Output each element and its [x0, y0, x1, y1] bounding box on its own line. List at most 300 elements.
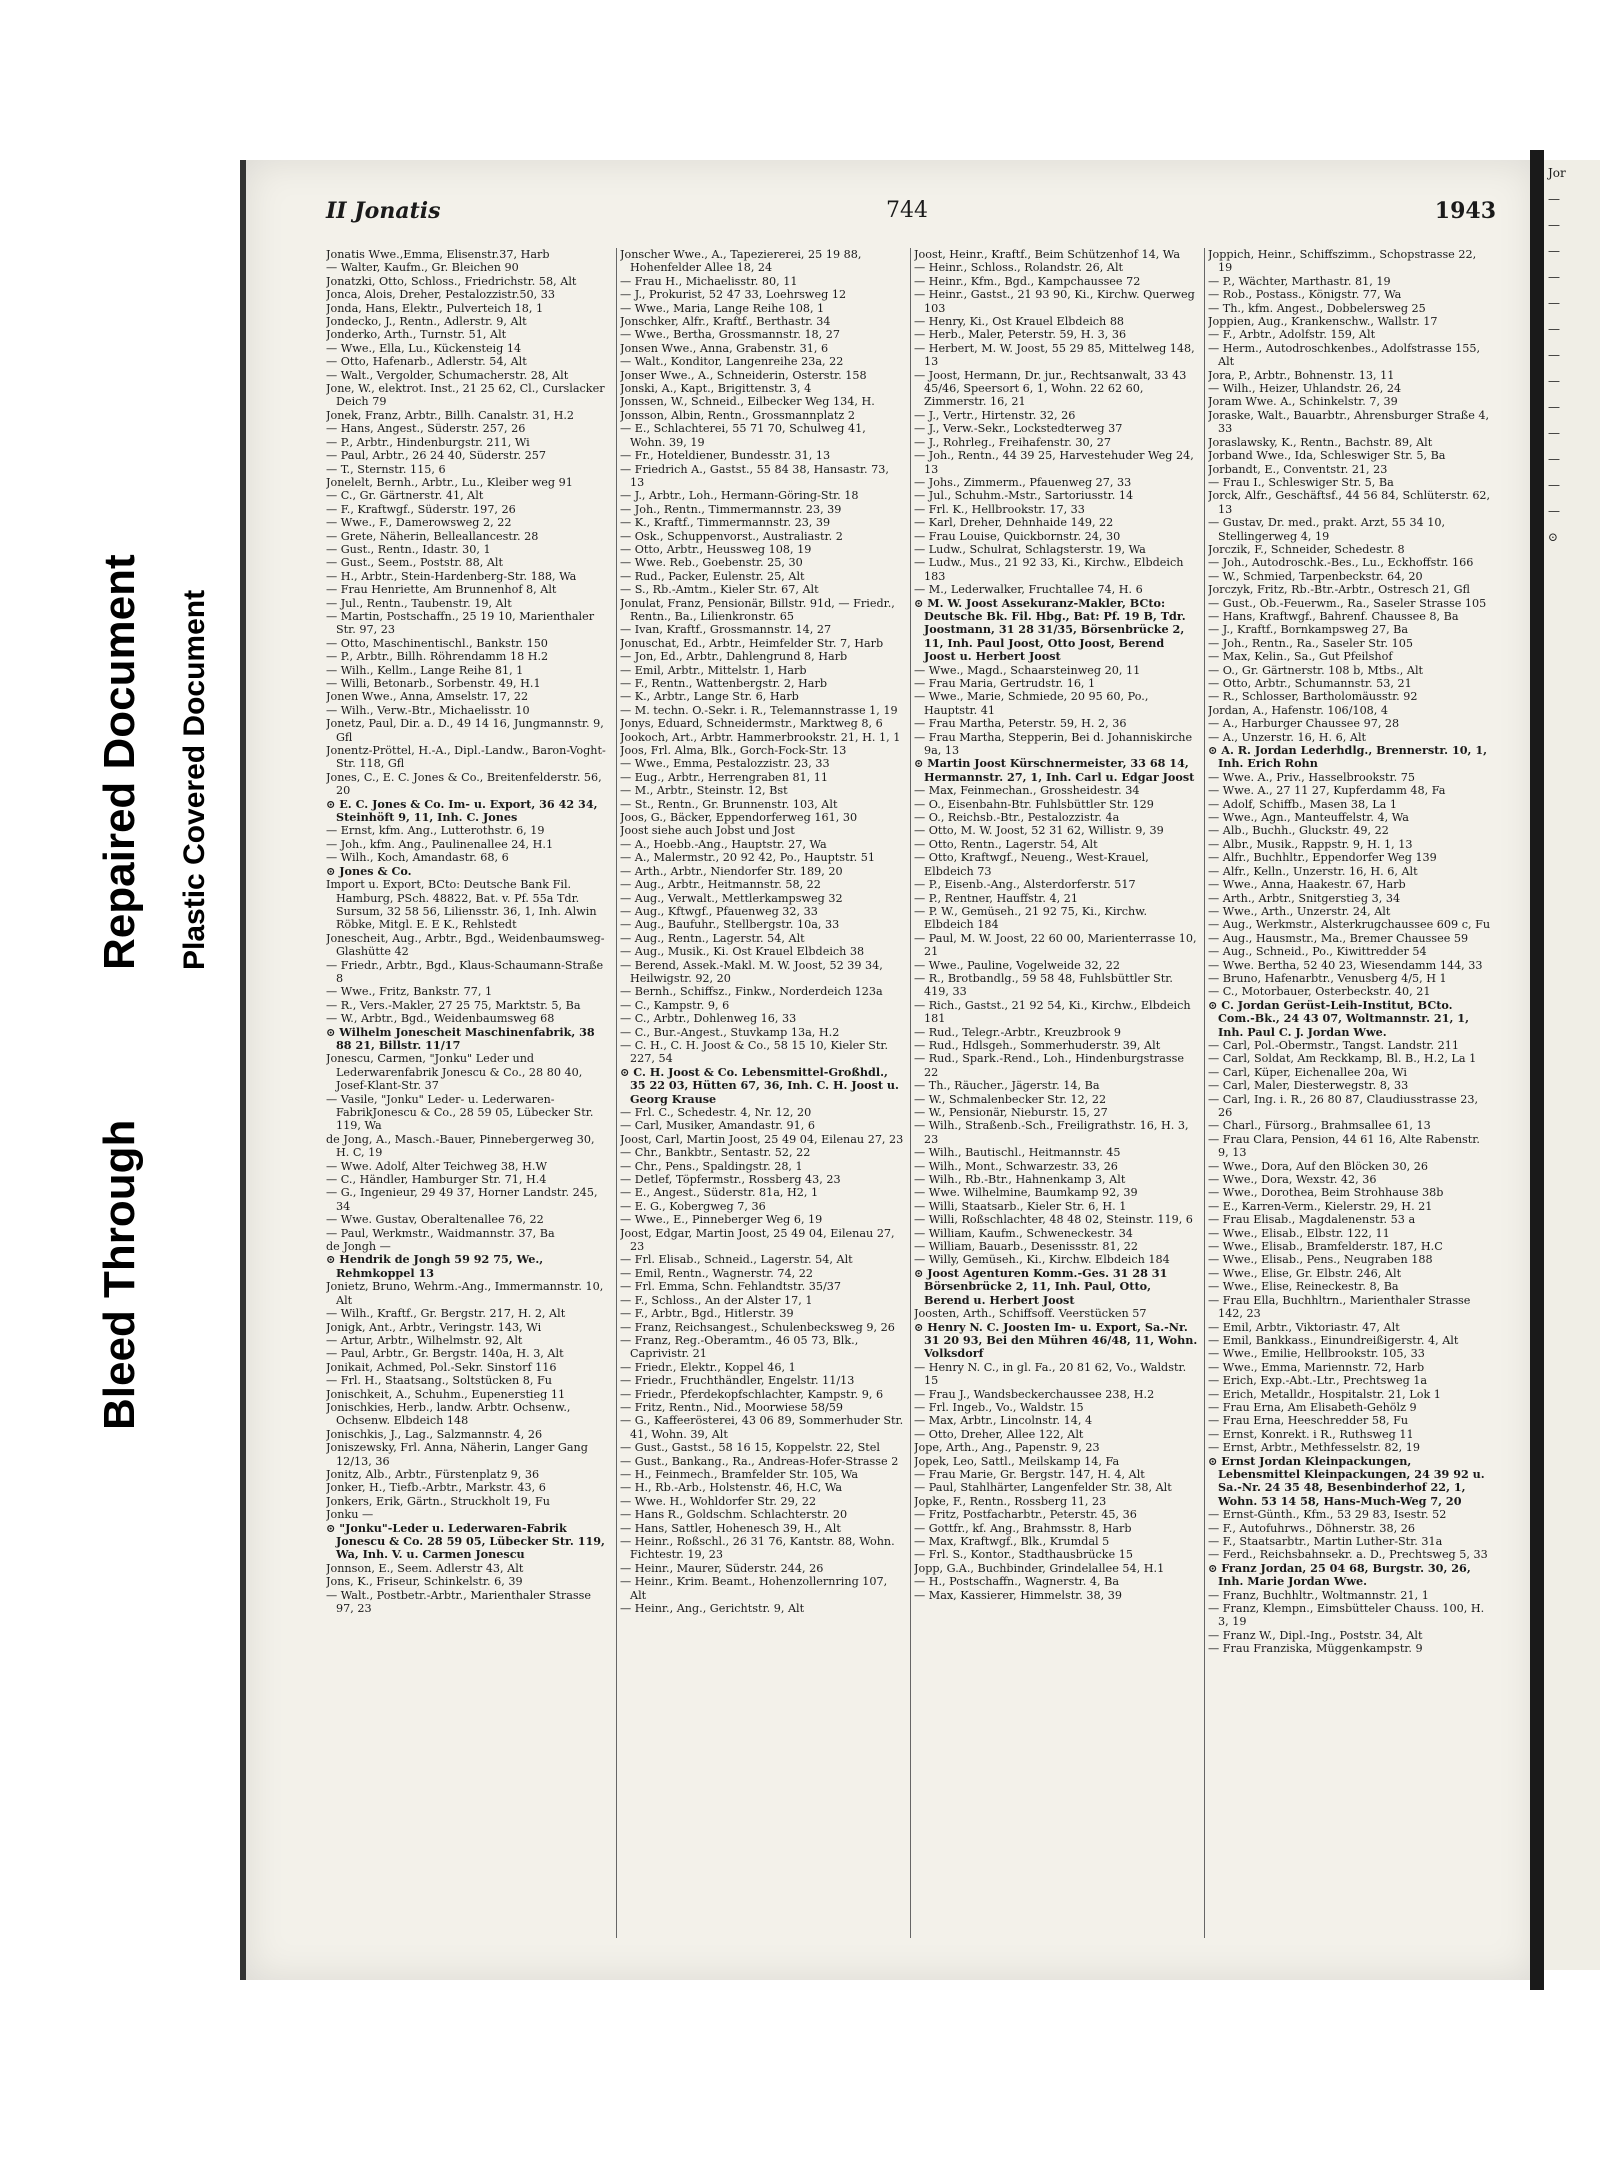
directory-entry: — Otto, Maschinentischl., Bankstr. 150 [326, 636, 548, 650]
directory-entry: — Otto, M. W. Joost, 52 31 62, Willistr. 9, 39 [914, 824, 1164, 838]
directory-entry: — Joh., kfm. Ang., Paulinenallee 24, H.1 [326, 837, 554, 851]
directory-entry: — Herbert, M. W. Joost, 55 29 85, Mittelweg 148, 13 [914, 341, 1195, 369]
directory-entry: — Herb., Maler, Peterstr. 59, H. 3, 36 [914, 328, 1127, 342]
directory-entry: — J., Prokurist, 52 47 33, Loehrsweg 12 [620, 288, 847, 302]
directory-entry: ⊙ "Jonku"-Leder u. Lederwaren-Fabrik Jonescu & Co. 28 59 05, Lübecker Str. 119, Wa, Inh. V. u. Carmen Jonescu [326, 1520, 605, 1562]
directory-entry: — C., Bur.-Angest., Stuvkamp 13a, H.2 [620, 1025, 840, 1039]
directory-entry: — Friedrich A., Gastst., 55 84 38, Hansastr. 73, 13 [620, 462, 889, 489]
directory-entry: — E., Karren-Verm., Kielerstr. 29, H. 21 [1208, 1199, 1433, 1213]
directory-entry: Jonsson, Albin, Rentn., Grossmannplatz 2 [620, 408, 855, 422]
directory-entry: — Gust., Ob.-Feuerwm., Ra., Saseler Strasse 105 [1208, 596, 1487, 610]
directory-entry: Jonescu, Carmen, "Jonku" Leder und Lederwarenfabrik Jonescu & Co., 28 80 40, Josef-Klant-Str. 37 [326, 1052, 583, 1093]
directory-entry: — Ernst, kfm. Ang., Lutterothstr. 6, 19 [326, 824, 545, 838]
directory-entry: — Paul, M. W. Joost, 22 60 00, Marienterrasse 10, 21 [914, 931, 1197, 959]
header-section: II Jonatis [326, 198, 441, 224]
directory-entry: — E., Schlachterei, 55 71 70, Schulweg 41, Wohn. 39, 19 [620, 422, 866, 449]
next-page-text: — [1548, 348, 1560, 362]
directory-entry: Jonkers, Erik, Gärtn., Struckholt 19, Fu [326, 1494, 550, 1508]
directory-entry: — Walter, Kaufm., Gr. Bleichen 90 [326, 261, 519, 275]
directory-entry: — Joost, Hermann, Dr. jur., Rechtsanwalt, 33 43 45/46, Speersort 6, 1, Wohn. 22 62 60, Zimmerstr. 16, 21 [914, 368, 1187, 409]
directory-entry: Joost, Edgar, Martin Joost, 25 49 04, Eilenau 27, 23 [620, 1226, 895, 1254]
directory-column-2 [620, 248, 904, 1948]
directory-entry: — Frl. Ingeb., Vo., Waldstr. 15 [914, 1400, 1084, 1414]
directory-entry: Jonsen Wwe., Anna, Grabenstr. 31, 6 [620, 341, 829, 355]
directory-entry: — Erich, Metalldr., Hospitalstr. 21, Lok 1 [1208, 1387, 1441, 1401]
directory-entry: — Karl, Dreher, Dehnhaide 149, 22 [914, 516, 1114, 530]
directory-entry: — Ivan, Kraftf., Grossmannstr. 14, 27 [620, 623, 832, 637]
directory-entry: — Wilh., Verw.-Btr., Michaelisstr. 10 [326, 703, 530, 717]
directory-entry: Jonca, Alois, Dreher, Pestalozzistr.50, 33 [326, 288, 556, 302]
next-page-text: — [1548, 296, 1560, 310]
directory-entry: Jonda, Hans, Elektr., Pulverteich 18, 1 [326, 301, 544, 315]
directory-entry: — C., Händler, Hamburger Str. 71, H.4 [326, 1173, 547, 1187]
directory-entry: ⊙ C. H. Joost & Co. Lebensmittel-Großhdl., 35 22 03, Hütten 67, 36, Inh. C. H. Joost u. Georg Krause [620, 1064, 899, 1106]
directory-entry: ⊙ M. W. Joost Assekuranz-Makler, BCto: Deutsche Bk. Fil. Hbg., Bat: Pf. 19 B, Tdr. Joostmann, 31 28 31/35, Börsenbrücke 2, 11, Inh. Paul Joost, Otto Joost, Berend Joost u. Herbert Joost [914, 595, 1186, 664]
directory-entry: — Rob., Postass., Königstr. 77, Wa [1208, 288, 1402, 302]
directory-entry: Jonigk, Ant., Arbtr., Veringstr. 143, Wi [326, 1320, 542, 1334]
directory-entry: — Wwe., Pauline, Vogelweide 32, 22 [914, 958, 1120, 972]
directory-entry: — Willy, Gemüseh., Ki., Kirchw. Elbdeich 184 [914, 1253, 1170, 1267]
directory-column-1 [326, 248, 610, 1948]
directory-entry: Jonssen, W., Schneid., Eilbecker Weg 134, H. [620, 395, 875, 409]
directory-entry: Jora, P., Arbtr., Bohnenstr. 13, 11 [1208, 368, 1395, 382]
directory-entry: — Wwe., Arth., Unzerstr. 24, Alt [1208, 904, 1391, 918]
directory-entry: — Ernst, Konrekt. i R., Ruthsweg 11 [1208, 1427, 1414, 1441]
directory-entry: — Otto, Kraftwgf., Neueng., West-Krauel, Elbdeich 73 [914, 851, 1149, 878]
directory-entry: — Heinr., Ang., Gerichtstr. 9, Alt [620, 1602, 805, 1616]
directory-entry: — Friedr., Fruchthändler, Engelstr. 11/13 [620, 1374, 855, 1388]
directory-entry: — A., Malermstr., 20 92 42, Po., Hauptstr. 51 [620, 851, 875, 865]
directory-entry: Jones, C., E. C. Jones & Co., Breitenfelderstr. 56, 20 [326, 770, 602, 798]
directory-entry: — Franz, Reg.-Oberamtm., 46 05 73, Blk., Caprivistr. 21 [620, 1333, 859, 1361]
directory-entry: — Frau J., Wandsbeckerchaussee 238, H.2 [914, 1387, 1155, 1401]
directory-entry: ⊙ Wilhelm Jonescheit Maschinenfabrik, 38 88 21, Billstr. 11/17 [326, 1024, 595, 1052]
directory-entry: ⊙ Martin Joost Kürschnermeister, 33 68 14, Hermannstr. 27, 1, Inh. Carl u. Edgar Joost [914, 756, 1195, 784]
directory-entry: — Th., Räucher., Jägerstr. 14, Ba [914, 1079, 1100, 1093]
directory-entry: — Heinr., Kfm., Bgd., Kampchaussee 72 [914, 274, 1141, 288]
directory-entry: Jons, K., Friseur, Schinkelstr. 6, 39 [326, 1575, 523, 1589]
directory-entry: — Frau Clara, Pension, 44 61 16, Alte Rabenstr. 9, 13 [1208, 1132, 1480, 1160]
directory-entry: — R., Vers.-Makler, 27 25 75, Marktstr. 5, Ba [326, 998, 581, 1012]
directory-entry: Jonulat, Franz, Pensionär, Billstr. 91d, — Friedr., Rentn., Ba., Lilienkronstr. 65 [620, 596, 895, 623]
directory-entry: — Otto, Hafenarb., Adlerstr. 54, Alt [326, 355, 527, 369]
directory-entry: — P., Arbtr., Hindenburgstr. 211, Wi [326, 435, 530, 449]
directory-entry: — Wwe., Elise, Reineckestr. 8, Ba [1208, 1280, 1399, 1294]
directory-entry: — Wwe., Elisab., Bramfelderstr. 187, H.C [1208, 1240, 1443, 1254]
directory-entry: — Heinr., Schloss., Rolandstr. 26, Alt [914, 261, 1124, 275]
directory-entry: — J., Arbtr., Loh., Hermann-Göring-Str. 18 [620, 489, 859, 503]
directory-entry: — Wwe., Bertha, Grossmannstr. 18, 27 [620, 328, 841, 342]
directory-entry: — Frau Elisab., Magdalenenstr. 53 a [1208, 1213, 1416, 1227]
next-page-text: — [1548, 270, 1560, 284]
directory-entry: — Aug., Schneid., Po., Kiwittredder 54 [1208, 945, 1427, 959]
directory-entry: ⊙ Jones & Co. [326, 863, 412, 878]
next-page-text: — [1548, 478, 1560, 492]
next-page-text: ⊙ [1548, 530, 1559, 544]
directory-entry: Joppich, Heinr., Schiffszimm., Schopstrasse 22, 19 [1208, 248, 1477, 275]
directory-entry: Jonetz, Paul, Dir. a. D., 49 14 16, Jungmannstr. 9, Gfl [326, 717, 604, 744]
directory-entry: — Wwe., F., Damerowsweg 2, 22 [326, 516, 512, 530]
directory-entry: — Frau Ella, Buchhltrn., Marienthaler Strasse 142, 23 [1208, 1293, 1471, 1321]
directory-entry: ⊙ Franz Jordan, 25 04 68, Burgstr. 30, 26, Inh. Marie Jordan Wwe. [1208, 1560, 1471, 1589]
directory-entry: — Vasile, "Jonku" Leder- u. Lederwaren-FabrikJonescu & Co., 28 59 05, Lübecker Str. 119, Wa [326, 1092, 594, 1133]
directory-entry: — Chr., Bankbtr., Sentastr. 52, 22 [620, 1146, 811, 1160]
directory-entry: Jone, W., elektrot. Inst., 21 25 62, Cl., Curslacker Deich 79 [326, 382, 605, 409]
directory-entry: — Max, Arbtr., Lincolnstr. 14, 4 [914, 1414, 1093, 1428]
directory-entry: — Chr., Pens., Spaldingstr. 28, 1 [620, 1159, 803, 1173]
directory-entry: — Emil, Rentn., Wagnerstr. 74, 22 [620, 1266, 813, 1280]
directory-entry: Jonischkies, Herb., landw. Arbtr. Ochsenw., Ochsenw. Elbdeich 148 [326, 1400, 571, 1428]
directory-entry: — Alfr., Kelln., Unzerstr. 16, H. 6, Alt [1208, 864, 1418, 878]
directory-entry: — Frl. Emma, Schn. Fehlandtstr. 35/37 [620, 1280, 841, 1294]
directory-entry: — F., Autofuhrws., Döhnerstr. 38, 26 [1208, 1521, 1415, 1535]
directory-entry: — J., Kraftf., Bornkampsweg 27, Ba [1208, 623, 1409, 637]
directory-entry: — Heinr., Gastst., 21 93 90, Ki., Kirchw. Querweg 103 [914, 288, 1195, 315]
directory-entry: Jonys, Eduard, Schneidermstr., Marktweg 8, 6 [620, 717, 883, 731]
directory-entry: — Bruno, Hafenarbtr., Venusberg 4/5, H 1 [1208, 971, 1447, 985]
next-page-text: — [1548, 322, 1560, 336]
directory-column-4 [1208, 248, 1492, 1948]
directory-entry: — Gust., Bankang., Ra., Andreas-Hofer-Strasse 2 [620, 1454, 899, 1468]
directory-entry: — Frl. H., Staatsang., Soltstücken 8, Fu [326, 1374, 552, 1388]
directory-entry: — Wwe. Adolf, Alter Teichweg 38, H.W [326, 1159, 547, 1173]
directory-entry: — Max, Kraftwgf., Blk., Krumdal 5 [914, 1535, 1110, 1548]
directory-entry: — C., Kampstr. 9, 6 [620, 998, 730, 1012]
directory-entry: — P., Wächter, Marthastr. 81, 19 [1208, 274, 1391, 288]
directory-entry: — Wwe., Emilie, Hellbrookstr. 105, 33 [1208, 1347, 1425, 1361]
directory-entry: Jopke, F., Rentn., Rossberg 11, 23 [914, 1494, 1107, 1508]
directory-entry: — Wwe. Reb., Goebenstr. 25, 30 [620, 556, 803, 570]
directory-entry: Jordan, A., Hafenstr. 106/108, 4 [1208, 703, 1389, 717]
directory-entry: — Frau Marie, Gr. Bergstr. 147, H. 4, Alt [914, 1467, 1145, 1481]
directory-entry: — Carl, Musiker, Amandastr. 91, 6 [620, 1119, 815, 1133]
directory-entry: — Aug., Baufuhr., Stellbergstr. 10a, 33 [620, 918, 840, 932]
directory-entry: Jonentz-Pröttel, H.-A., Dipl.-Landw., Baron-Voght-Str. 118, Gfl [326, 744, 606, 771]
directory-entry: — Paul, Arbtr., 26 24 40, Süderstr. 257 [326, 449, 546, 463]
directory-entry: — Walt., Vergolder, Schumacherstr. 28, Alt [326, 368, 569, 382]
directory-entry: — Frau Erna, Am Elisabeth-Gehölz 9 [1208, 1400, 1417, 1414]
directory-entry: — Franz W., Dipl.-Ing., Poststr. 34, Alt [1208, 1628, 1423, 1642]
directory-entry: — Rud., Telegr.-Arbtr., Kreuzbrook 9 [914, 1025, 1121, 1039]
directory-entry: — Otto, Arbtr., Heussweg 108, 19 [620, 542, 812, 556]
directory-page [240, 160, 1536, 1980]
directory-entry: — S., Rb.-Amtm., Kieler Str. 67, Alt [620, 583, 819, 597]
directory-entry: — Wwe., Dorothea, Beim Strohhause 38b [1208, 1186, 1444, 1200]
directory-entry: — Otto, Dreher, Allee 122, Alt [914, 1427, 1084, 1441]
directory-entry: Joraske, Walt., Bauarbtr., Ahrensburger Straße 4, 33 [1208, 408, 1490, 436]
directory-entry: Jonatis Wwe.,Emma, Elisenstr.37, Harb [326, 248, 550, 261]
directory-entry: — Frau I., Schleswiger Str. 5, Ba [1208, 475, 1394, 489]
directory-entry: — P. W., Gemüseh., 21 92 75, Ki., Kirchw. Elbdeich 184 [914, 904, 1148, 932]
directory-entry: — Wwe., Elisab., Elbstr. 122, 11 [1208, 1226, 1390, 1240]
directory-entry: — Ludw., Mus., 21 92 33, Ki., Kirchw., Elbdeich 183 [914, 556, 1184, 583]
directory-entry: Jorczik, F., Schneider, Schedestr. 8 [1208, 542, 1405, 556]
directory-entry: — Gust., Seem., Poststr. 88, Alt [326, 556, 503, 570]
directory-entry: — Berend, Assek.-Makl. M. W. Joost, 52 39 34, Heilwigstr. 92, 20 [620, 958, 883, 985]
directory-entry: — Bernh., Schiffsz., Finkw., Norderdeich 123a [620, 985, 883, 999]
directory-entry: Jopek, Leo, Sattl., Meilskamp 14, Fa [914, 1454, 1120, 1468]
directory-entry: — Heinr., Maurer, Süderstr. 244, 26 [620, 1561, 824, 1575]
directory-entry: — Friedr., Elektr., Koppel 46, 1 [620, 1360, 796, 1374]
page-number: 744 [886, 198, 928, 223]
directory-entry: — C., Gr. Gärtnerstr. 41, Alt [326, 489, 484, 503]
directory-entry: Jonelelt, Bernh., Arbtr., Lu., Kleiber weg 91 [326, 475, 573, 489]
next-page-text: — [1548, 400, 1560, 414]
directory-entry: — Joh., Rentn., Timmermannstr. 23, 39 [620, 502, 842, 516]
directory-entry: — Emil, Arbtr., Mittelstr. 1, Harb [620, 663, 807, 677]
directory-entry: — H., Rb.-Arb., Holstenstr. 46, H.C, Wa [620, 1481, 843, 1495]
directory-entry: — Paul, Stahlhärter, Langenfelder Str. 38, Alt [914, 1481, 1172, 1495]
directory-entry: — J., Verw.-Sekr., Lockstedterweg 37 [914, 422, 1123, 436]
directory-entry: — G., Kaffeerösterei, 43 06 89, Sommerhuder Str. 41, Wohn. 39, Alt [620, 1414, 904, 1441]
directory-entry: — W., Schmalenbecker Str. 12, 22 [914, 1092, 1107, 1106]
directory-entry: — Wilh., Kraftf., Gr. Bergstr. 217, H. 2, Alt [326, 1307, 566, 1321]
directory-entry: — Carl, Küper, Eichenallee 20a, Wi [1208, 1065, 1407, 1079]
directory-entry: Jorbandt, E., Conventstr. 21, 23 [1208, 462, 1388, 476]
directory-entry: ⊙ E. C. Jones & Co. Im- u. Export, 36 42 34, Steinhöft 9, 11, Inh. C. Jones [326, 796, 598, 825]
directory-entry: — Johs., Zimmerm., Pfauenweg 27, 33 [914, 475, 1132, 489]
directory-entry: Jonku — [326, 1508, 374, 1522]
directory-entry: — Aug., Werkmstr., Alsterkrugchaussee 609 c, Fu [1208, 918, 1491, 932]
directory-entry: — Max, Feinmechan., Grossheidestr. 34 [914, 784, 1140, 798]
directory-entry: — Hans R., Goldschm. Schlachterstr. 20 [620, 1508, 848, 1522]
directory-entry: — F., Kraftwgf., Süderstr. 197, 26 [326, 502, 516, 516]
page-edge-shadow [1530, 150, 1544, 1990]
directory-entry: — Jul., Schuhm.-Mstr., Sartoriusstr. 14 [914, 489, 1134, 503]
directory-entry: — E., Angest., Süderstr. 81a, H2, 1 [620, 1186, 819, 1200]
column-rule [616, 248, 617, 1938]
directory-entry: — K., Arbtr., Lange Str. 6, Harb [620, 690, 799, 704]
directory-entry: Jopp, G.A., Buchbinder, Grindelallee 54, H.1 [914, 1561, 1165, 1575]
directory-entry: — Martin, Postschaffn., 25 19 10, Marienthaler Str. 97, 23 [326, 609, 595, 637]
directory-entry: — Heinr., Krim. Beamt., Hohenzollernring 107, Alt [620, 1575, 888, 1602]
directory-entry: — Wwe., Dora, Auf den Blöcken 30, 26 [1208, 1159, 1429, 1173]
directory-entry: — Franz, Reichsangest., Schulenbecksweg 9, 26 [620, 1320, 895, 1334]
directory-entry: — Frau Henriette, Am Brunnenhof 8, Alt [326, 583, 557, 597]
directory-entry: — Wwe., Magd., Schaarsteinweg 20, 11 [914, 663, 1141, 677]
directory-entry: — F., Staatsarbtr., Martin Luther-Str. 31a [1208, 1535, 1443, 1548]
directory-entry: Jonescheit, Aug., Arbtr., Bgd., Weidenbaumsweg-Glashütte 42 [326, 931, 605, 959]
directory-entry: — C., Motorbauer, Osterbeckstr. 40, 21 [1208, 985, 1431, 999]
next-page-text: — [1548, 192, 1560, 206]
directory-entry: — Henry N. C., in gl. Fa., 20 81 62, Vo., Waldstr. 15 [914, 1360, 1187, 1388]
directory-entry: Jonker, H., Tiefb.-Arbtr., Markstr. 43, 6 [326, 1481, 546, 1495]
column-rule [1204, 248, 1205, 1938]
directory-entry: — Wwe., Elisab., Pens., Neugraben 188 [1208, 1253, 1433, 1267]
directory-entry: — Wwe., E., Pinneberger Weg 6, 19 [620, 1213, 823, 1227]
directory-entry: — H., Feinmech., Bramfelder Str. 105, Wa [620, 1467, 859, 1481]
directory-entry: — Charl., Fürsorg., Brahmsallee 61, 13 [1208, 1119, 1431, 1133]
directory-entry: — Wwe., Dora, Wexstr. 42, 36 [1208, 1173, 1377, 1187]
directory-entry: — Erich, Exp.-Abt.-Ltr., Prechtsweg 1a [1208, 1374, 1428, 1388]
header-year: 1943 [1434, 198, 1496, 224]
directory-entry: — O., Gr. Gärtnerstr. 108 b, Mtbs., Alt [1208, 663, 1424, 677]
directory-entry: — Gust., Gastst., 58 16 15, Koppelstr. 22, Stel [620, 1441, 880, 1455]
directory-entry: — C., Arbtr., Dohlenweg 16, 33 [620, 1012, 797, 1026]
directory-entry: — G., Ingenieur, 29 49 37, Horner Landstr. 245, 34 [326, 1186, 598, 1213]
directory-entry: — Hans, Kraftwgf., Bahrenf. Chaussee 8, Ba [1208, 609, 1459, 623]
directory-entry: — R., Brotbandlg., 59 58 48, Fuhlsbüttler Str. 419, 33 [914, 971, 1173, 999]
directory-entry: — Wilh., Rb.-Btr., Hahnenkamp 3, Alt [914, 1173, 1126, 1187]
directory-entry: Jorband Wwe., Ida, Schleswiger Str. 5, Ba [1208, 449, 1446, 463]
directory-entry: — Frau Erna, Heeschredder 58, Fu [1208, 1414, 1409, 1428]
directory-column-3 [914, 248, 1198, 1948]
directory-entry: — William, Bauarb., Desenissstr. 81, 22 [914, 1240, 1138, 1254]
directory-entry: Jonitz, Alb., Arbtr., Fürstenplatz 9, 36 [326, 1467, 540, 1481]
directory-entry: Joos, Frl. Alma, Blk., Gorch-Fock-Str. 13 [620, 744, 847, 758]
directory-entry: — Rich., Gastst., 21 92 54, Ki., Kirchw., Elbdeich 181 [914, 998, 1191, 1026]
directory-entry: — O., Eisenbahn-Btr. Fuhlsbüttler Str. 129 [914, 797, 1154, 811]
directory-entry: — Wwe. Bertha, 52 40 23, Wiesendamm 144, 33 [1208, 958, 1483, 972]
directory-entry: — Wilh., Kellm., Lange Reihe 81, 1 [326, 663, 524, 677]
directory-entry: — F., Arbtr., Adolfstr. 159, Alt [1208, 328, 1376, 342]
directory-entry: — H., Postschaffn., Wagnerstr. 4, Ba [914, 1575, 1120, 1589]
directory-entry: — Wwe. A., 27 11 27, Kupferdamm 48, Fa [1208, 784, 1446, 798]
directory-entry: Jonek, Franz, Arbtr., Billh. Canalstr. 31, H.2 [326, 408, 575, 422]
directory-entry: — Herm., Autodroschkenbes., Adolfstrasse 155, Alt [1208, 341, 1481, 369]
directory-entry: Import u. Export, BCto: Deutsche Bank Fil. Hamburg, PSch. 48822, Bat. v. Pf. 55a Tdr. Sursum, 32 58 56, Liliensstr. 36, 1, Inh. Alwin Röbke, Mitgl. E. E K., Rehlstedt [326, 878, 597, 932]
directory-entry: — Ludw., Schulrat, Schlagsterstr. 19, Wa [914, 542, 1146, 556]
directory-entry: — Carl, Pol.-Obermstr., Tangst. Landstr. 211 [1208, 1038, 1459, 1052]
directory-entry: — A., Harburger Chaussee 97, 28 [1208, 717, 1400, 731]
directory-entry: — Jul., Rentn., Taubenstr. 19, Alt [326, 596, 512, 610]
directory-entry: — Rud., Packer, Eulenstr. 25, Alt [620, 569, 805, 583]
directory-entry: — Hans, Angest., Süderstr. 257, 26 [326, 422, 526, 436]
directory-entry: — F., Schloss., An der Alster 17, 1 [620, 1293, 813, 1307]
directory-entry: — J., Vertr., Hirtenstr. 32, 26 [914, 408, 1076, 422]
directory-entry: — W., Pensionär, Nieburstr. 15, 27 [914, 1106, 1108, 1119]
directory-entry: Jorck, Alfr., Geschäftsf., 44 56 84, Schlüterstr. 62, 13 [1208, 489, 1491, 516]
plastic-covered-label: Plastic Covered Document [178, 589, 211, 970]
directory-entry: Jonderko, Arth., Turnstr. 51, Alt [326, 328, 507, 342]
directory-entry: — Wwe. Wilhelmine, Baumkamp 92, 39 [914, 1186, 1138, 1200]
directory-entry: — Wwe., Maria, Lange Reihe 108, 1 [620, 301, 825, 315]
directory-entry: Joniszewsky, Frl. Anna, Näherin, Langer Gang 12/13, 36 [326, 1441, 588, 1468]
directory-entry: Joost siehe auch Jobst und Jost [620, 824, 795, 838]
directory-entry: — Carl, Maler, Diesterwegstr. 8, 33 [1208, 1079, 1409, 1093]
next-page-text: — [1548, 218, 1560, 232]
directory-entry: Jonikait, Achmed, Pol.-Sekr. Sinstorf 116 [326, 1360, 557, 1374]
directory-entry: — Willi, Betonarb., Sorbenstr. 49, H.1 [326, 677, 541, 690]
directory-entry: — Ernst, Arbtr., Methfesselstr. 82, 19 [1208, 1441, 1420, 1455]
directory-entry: Joram Wwe. A., Schinkelstr. 7, 39 [1208, 395, 1398, 409]
directory-entry: Jonischkeit, A., Schuhm., Eupenerstieg 11 [326, 1387, 566, 1401]
directory-entry: — Max, Kassierer, Himmelstr. 38, 39 [914, 1588, 1122, 1602]
directory-entry: — J., Rohrleg., Freihafenstr. 30, 27 [914, 435, 1111, 449]
directory-entry: — Aug., Rentn., Lagerstr. 54, Alt [620, 931, 805, 945]
directory-entry: — P., Eisenb.-Ang., Alsterdorferstr. 517 [914, 878, 1136, 892]
directory-entry: ⊙ C. Jordan Gerüst-Leih-Institut, BCto. Com.-Bk., 24 43 07, Woltmannstr. 21, 1, Inh. Paul C. J. Jordan Wwe. [1208, 997, 1469, 1039]
directory-entry: Joraslawsky, K., Rentn., Bachstr. 89, Alt [1208, 435, 1433, 449]
directory-entry: — Frl. Elisab., Schneid., Lagerstr. 54, Alt [620, 1253, 853, 1267]
directory-entry: Jonscher Wwe., A., Tapeziererei, 25 19 88, Hohenfelder Allee 18, 24 [620, 248, 862, 275]
directory-entry: — F., Arbtr., Bgd., Hitlerstr. 39 [620, 1307, 794, 1321]
directory-entry: — Detlef, Töpfermstr., Rossberg 43, 23 [620, 1173, 841, 1187]
directory-entry: — Willi, Staatsarb., Kieler Str. 6, H. 1 [914, 1199, 1127, 1213]
directory-entry: Jonen Wwe., Anna, Amselstr. 17, 22 [326, 690, 529, 704]
page-header [326, 198, 1496, 232]
directory-entry: — Wwe. A., Priv., Hasselbrookstr. 75 [1208, 770, 1415, 784]
directory-entry: — Frl. K., Hellbrookstr. 17, 33 [914, 502, 1085, 516]
next-page-text: — [1548, 452, 1560, 466]
directory-entry: — Wilh., Heizer, Uhlandstr. 26, 24 [1208, 382, 1402, 396]
directory-entry: — C. H., C. H. Joost & Co., 58 15 10, Kieler Str. 227, 54 [620, 1038, 889, 1066]
directory-entry: Jonatzki, Otto, Schloss., Friedrichstr. 58, Alt [326, 274, 577, 288]
directory-entry: — Friedr., Arbtr., Bgd., Klaus-Schaumann-Straße 8 [326, 958, 604, 985]
directory-entry: — Max, Kelin., Sa., Gut Pfeilshof [1208, 650, 1393, 664]
directory-entry: — Frl. C., Schedestr. 4, Nr. 12, 20 [620, 1106, 812, 1119]
directory-entry: — Heinr., Roßschl., 26 31 76, Kantstr. 88, Wohn. Fichtestr. 19, 23 [620, 1535, 895, 1562]
directory-entry: — Wwe., Marie, Schmiede, 20 95 60, Po., Hauptstr. 41 [914, 690, 1149, 717]
directory-entry: — W., Arbtr., Bgd., Weidenbaumsweg 68 [326, 1012, 555, 1026]
directory-entry: — Carl, Soldat, Am Reckkamp, Bl. B., H.2, La 1 [1208, 1052, 1477, 1066]
directory-entry: — M. techn. O.-Sekr. i. R., Telemannstrasse 1, 19 [620, 703, 898, 717]
directory-entry: — Eug., Arbtr., Herrengraben 81, 11 [620, 770, 829, 784]
directory-entry: Jope, Arth., Ang., Papenstr. 9, 23 [914, 1441, 1100, 1455]
directory-entry: — Wwe., Agn., Manteuffelstr. 4, Wa [1208, 811, 1409, 825]
directory-entry: — Adolf, Schiffb., Masen 38, La 1 [1208, 797, 1398, 811]
directory-entry: — Joh., Rentn., Ra., Saseler Str. 105 [1208, 636, 1414, 650]
directory-entry: — Emil, Arbtr., Viktoriastr. 47, Alt [1208, 1320, 1400, 1334]
directory-entry: — Wwe., Emma, Mariennstr. 72, Harb [1208, 1360, 1425, 1374]
directory-entry: — Osk., Schuppenvorst., Australiastr. 2 [620, 529, 843, 543]
directory-entry: Jonser Wwe., A., Schneiderin, Osterstr. 158 [620, 368, 867, 382]
directory-entry: — F., Rentn., Wattenbergstr. 2, Harb [620, 677, 827, 690]
directory-entry: — P., Rentner, Hauffstr. 4, 21 [914, 891, 1078, 905]
directory-entry: — Aug., Verwalt., Mettlerkampsweg 32 [620, 891, 843, 905]
directory-entry: — Joh., Rentn., 44 39 25, Harvestehuder Weg 24, 13 [914, 449, 1194, 476]
directory-entry: — St., Rentn., Gr. Brunnenstr. 103, Alt [620, 797, 838, 811]
directory-entry: — O., Reichsb.-Btr., Pestalozzistr. 4a [914, 811, 1120, 825]
directory-entry: — Ernst-Günth., Kfm., 53 29 83, Isestr. 52 [1208, 1508, 1447, 1522]
directory-entry: — Th., kfm. Angest., Dobbelersweg 25 [1208, 301, 1426, 315]
directory-entry: — Walt., Postbetr.-Arbtr., Marienthaler Strasse 97, 23 [326, 1588, 591, 1616]
directory-entry: — Wwe. H., Wohldorfer Str. 29, 22 [620, 1494, 817, 1508]
directory-entry: — Aug., Musik., Ki. Ost Krauel Elbdeich 38 [620, 945, 865, 959]
directory-entry: ⊙ Henry N. C. Joosten Im- u. Export, Sa.-Nr. 31 20 93, Bei den Mühren 46/48, 11, Wohn. Volksdorf [914, 1319, 1198, 1361]
directory-entry: — Wwe., Ella, Lu., Kückensteig 14 [326, 341, 522, 355]
directory-entry: — Paul, Werkmstr., Waidmannstr. 37, Ba [326, 1226, 555, 1240]
directory-entry: — Fritz, Postfacharbtr., Peterstr. 45, 36 [914, 1508, 1137, 1522]
directory-entry: — A., Hoebb.-Ang., Hauptstr. 27, Wa [620, 837, 827, 851]
directory-entry: Joost, Carl, Martin Joost, 25 49 04, Eilenau 27, 23 [620, 1132, 904, 1146]
directory-entry: — K., Kraftf., Timmermannstr. 23, 39 [620, 516, 831, 530]
directory-entry: — Walt., Konditor, Langenreihe 23a, 22 [620, 355, 844, 369]
directory-entry: — T., Sternstr. 115, 6 [326, 462, 446, 476]
directory-entry: Jookoch, Art., Arbtr. Hammerbrookstr. 21, H. 1, 1 [620, 730, 901, 744]
directory-entry: — W., Schmied, Tarpenbeckstr. 64, 20 [1208, 569, 1423, 583]
directory-entry: — Alfr., Buchhltr., Eppendorfer Weg 139 [1208, 851, 1437, 865]
repaired-document-label: Repaired Document [95, 554, 144, 970]
directory-entry: de Jongh — [326, 1240, 391, 1254]
directory-entry: ⊙ Ernst Jordan Kleinpackungen, Lebensmittel Kleinpackungen, 24 39 92 u. Sa.-Nr. 24 35 48, Besenbinderhof 22, 1, Wohn. 53 14 58, Hans-Much-Weg 7, 20 [1208, 1453, 1485, 1508]
directory-entry: — Otto, Arbtr., Schumannstr. 53, 21 [1208, 677, 1412, 690]
directory-entry: — Emil, Bankkass., Einundreißigerstr. 4, Alt [1208, 1333, 1459, 1347]
directory-entry: — Aug., Hausmstr., Ma., Bremer Chaussee 59 [1208, 931, 1469, 945]
directory-entry: — Hans, Sattler, Hohenesch 39, H., Alt [620, 1521, 841, 1535]
directory-entry: ⊙ Joost Agenturen Komm.-Ges. 31 28 31 Börsenbrücke 2, 11, Inh. Paul, Otto, Berend u. Herbert Joost [914, 1265, 1168, 1307]
directory-entry: — Wwe. Gustav, Oberaltenallee 76, 22 [326, 1213, 544, 1227]
directory-entry: — Wilh., Koch, Amandastr. 68, 6 [326, 851, 509, 865]
directory-entry: — Artur, Arbtr., Wilhelmstr. 92, Alt [326, 1333, 523, 1347]
directory-entry: — Joh., Autodroschk.-Bes., Lu., Eckhoffstr. 166 [1208, 556, 1474, 570]
directory-entry: Jonschker, Alfr., Kraftf., Berthastr. 34 [620, 315, 831, 329]
column-rule [910, 248, 911, 1938]
directory-entry: Jonietz, Bruno, Wehrm.-Ang., Immermannstr. 10, Alt [326, 1280, 604, 1307]
directory-entry: — Otto, Rentn., Lagerstr. 54, Alt [914, 837, 1098, 851]
directory-entry: — Arth., Arbtr., Niendorfer Str. 189, 20 [620, 864, 843, 878]
directory-entry: — Fr., Hoteldiener, Bundesstr. 31, 13 [620, 449, 831, 463]
